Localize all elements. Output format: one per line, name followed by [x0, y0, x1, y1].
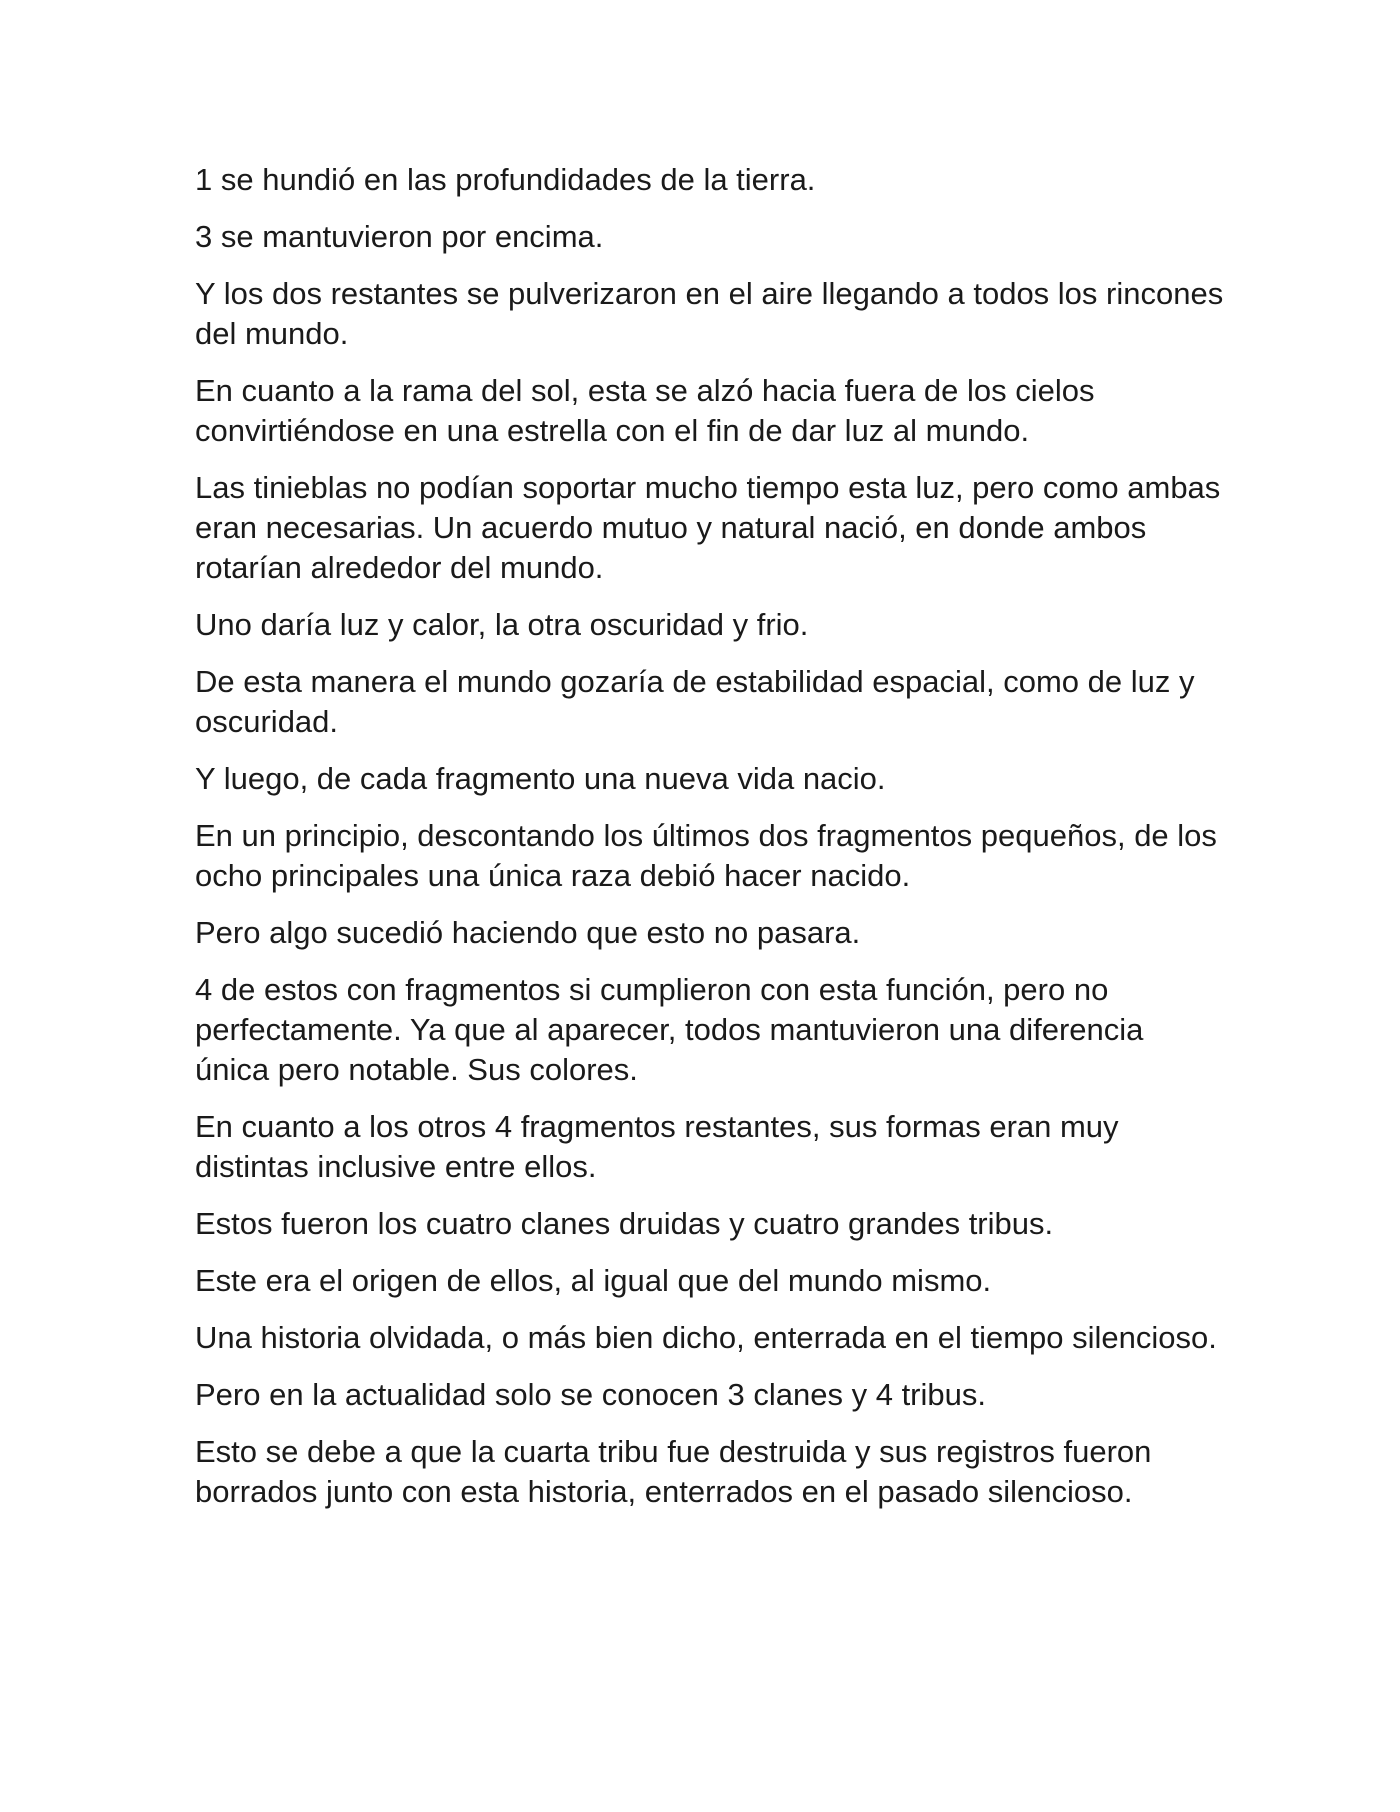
paragraph-4: En cuanto a la rama del sol, esta se alzó hacia fuera de los cielos convirtiéndose en una estrella con el fin de dar luz al mundo.: [195, 373, 1095, 448]
paragraph-9: En un principio, descontando los últimos dos fragmentos pequeños, de los ocho principales una única raza debió hacer nacido.: [195, 818, 1217, 893]
paragraph-3: Y los dos restantes se pulverizaron en el aire llegando a todos los rincones del mundo.: [195, 276, 1224, 351]
paragraph-17: Esto se debe a que la cuarta tribu fue destruida y sus registros fueron borrados junto con esta historia, enterrados en el pasado silencioso.: [195, 1434, 1152, 1509]
paragraph-14: Este era el origen de ellos, al igual que del mundo mismo.: [195, 1263, 992, 1298]
paragraph-5: Las tinieblas no podían soportar mucho tiempo esta luz, pero como ambas eran necesarias. Un acuerdo mutuo y natural nació, en donde ambos rotarían alrededor del mundo.: [195, 470, 1221, 585]
paragraph-16: Pero en la actualidad solo se conocen 3 clanes y 4 tribus.: [195, 1377, 986, 1412]
paragraph-7: De esta manera el mundo gozaría de estabilidad espacial, como de luz y oscuridad.: [195, 664, 1195, 739]
paragraph-6: Uno daría luz y calor, la otra oscuridad y frio.: [195, 607, 809, 642]
paragraph-1: 1 se hundió en las profundidades de la tierra.: [195, 162, 816, 197]
paragraph-13: Estos fueron los cuatro clanes druidas y cuatro grandes tribus.: [195, 1206, 1054, 1241]
paragraph-11: 4 de estos con fragmentos si cumplieron con esta función, pero no perfectamente. Ya que al aparecer, todos mantuvieron una diferencia única pero notable. Sus colores.: [195, 972, 1144, 1087]
paragraph-12: En cuanto a los otros 4 fragmentos restantes, sus formas eran muy distintas inclusive entre ellos.: [195, 1109, 1119, 1184]
paragraph-2: 3 se mantuvieron por encima.: [195, 219, 604, 254]
paragraph-15: Una historia olvidada, o más bien dicho, enterrada en el tiempo silencioso.: [195, 1320, 1217, 1355]
paragraph-8: Y luego, de cada fragmento una nueva vida nacio.: [195, 761, 886, 796]
paragraph-10: Pero algo sucedió haciendo que esto no pasara.: [195, 915, 861, 950]
document-body: [195, 160, 1225, 1529]
